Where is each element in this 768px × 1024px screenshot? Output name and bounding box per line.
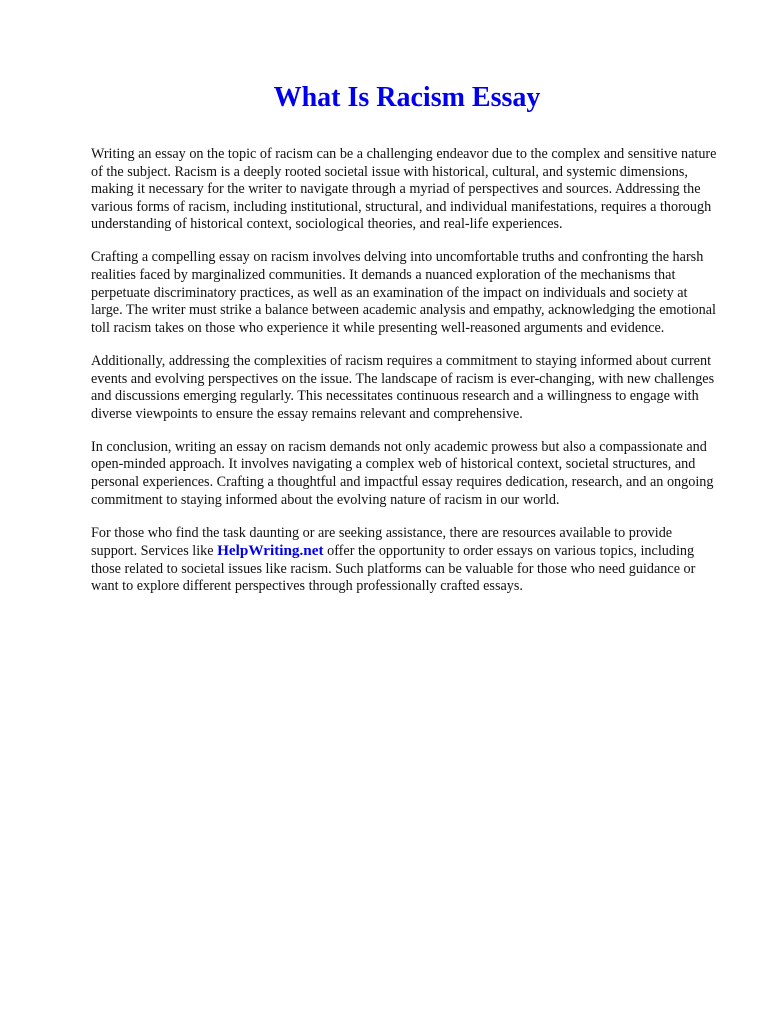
paragraph-2: Crafting a compelling essay on racism involves delving into uncomfortable truths and confronting the harsh realities faced by marginalized communities. It demands a nuanced exploration of the mechanisms that perpetuate discriminatory practices, as well as an examination of the impact on individuals and society at large. The writer must strike a balance between academic analysis and empathy, acknowledging the emotional toll racism takes on those who experience it while presenting well-reasoned arguments and evidence. — [91, 249, 716, 336]
helpwriting-link[interactable]: HelpWriting.net — [217, 542, 324, 560]
paragraph-4: In conclusion, writing an essay on racism demands not only academic prowess but also a compassionate and open-minded approach. It involves navigating a complex web of historical context, societal structures, and personal experiences. Crafting a thoughtful and impactful essay requires dedication, research, and an ongoing commitment to staying informed about the evolving nature of racism in our world. — [91, 438, 714, 508]
essay-body — [91, 146, 719, 612]
paragraph-3: Additionally, addressing the complexities of racism requires a commitment to staying informed about current events and evolving perspectives on the issue. The landscape of racism is ever-changing, with new challenges and discussions emerging regularly. This necessitates continuous research and a willingness to engage with diverse viewpoints to ensure the essay remains relevant and comprehensive. — [91, 352, 715, 422]
paragraph-5-text-before-link: For those who find the task daunting or are seeking assistance, there are resources available to provide support. Services like — [91, 524, 673, 560]
paragraph-5-text-after-link: offer the opportunity to order essays on various topics, including those related to societal issues like racism. Such platforms can be valuable for those who need guidance or want to explore different perspectives through professionally crafted essays. — [91, 543, 696, 595]
paragraph-5 — [91, 525, 719, 596]
page-title: What Is Racism Essay — [273, 82, 541, 113]
paragraph-1: Writing an essay on the topic of racism can be a challenging endeavor due to the complex and sensitive nature of the subject. Racism is a deeply rooted societal issue with historical, cultural, and systemic dimensions, making it necessary for the writer to navigate through a myriad of perspectives and sources. Addressing the various forms of racism, including institutional, structural, and individual manifestations, requires a thorough understanding of historical context, sociological theories, and real-life experiences. — [91, 146, 717, 233]
